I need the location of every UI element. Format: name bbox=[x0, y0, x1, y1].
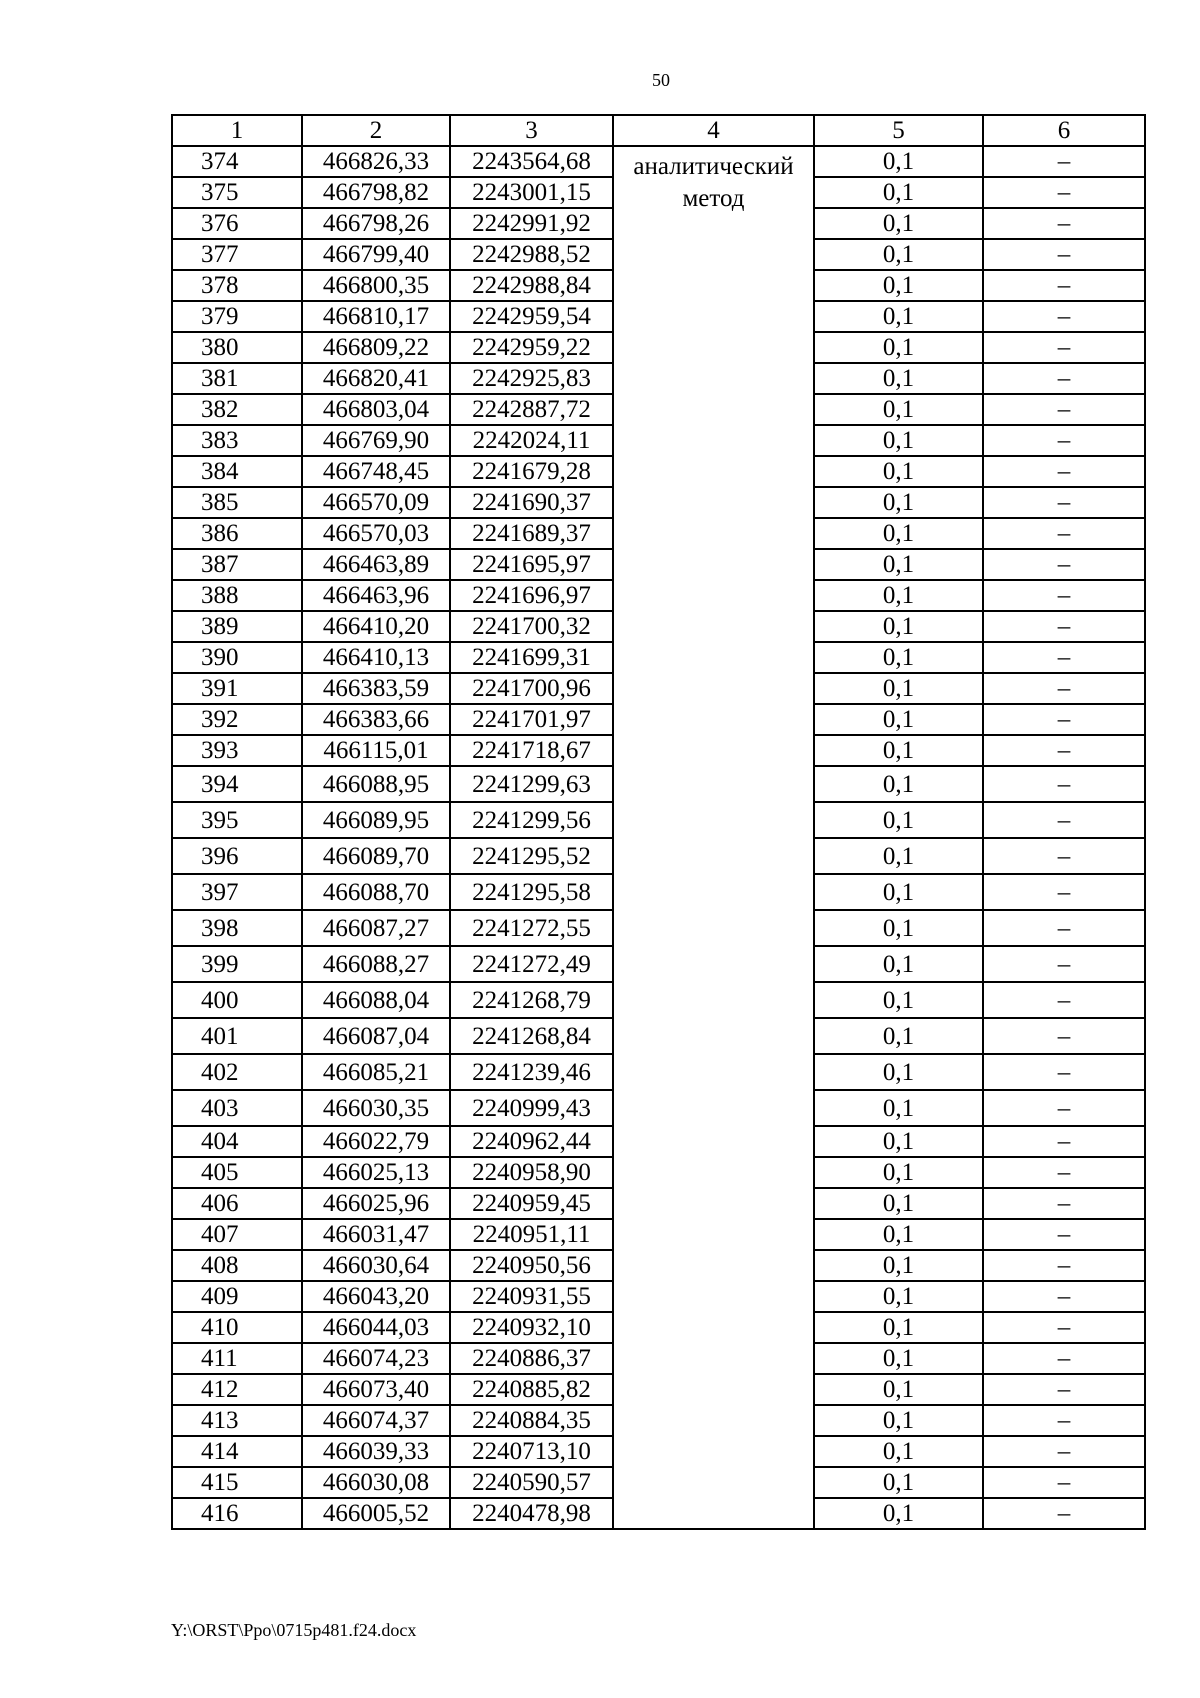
x-coordinate-cell: 466074,23 bbox=[302, 1343, 450, 1374]
col-6-cell: – bbox=[983, 456, 1145, 487]
col-6-cell: – bbox=[983, 301, 1145, 332]
x-coordinate-cell: 466087,27 bbox=[302, 910, 450, 946]
point-number-cell: 394 bbox=[172, 766, 302, 802]
col-6-cell: – bbox=[983, 1054, 1145, 1090]
point-number-cell: 409 bbox=[172, 1281, 302, 1312]
col-6-cell: – bbox=[983, 1281, 1145, 1312]
point-number-cell: 382 bbox=[172, 394, 302, 425]
header-col-5: 5 bbox=[814, 115, 983, 146]
y-coordinate-cell: 2240999,43 bbox=[450, 1090, 613, 1126]
x-coordinate-cell: 466030,08 bbox=[302, 1467, 450, 1498]
x-coordinate-cell: 466383,59 bbox=[302, 673, 450, 704]
point-number-cell: 399 bbox=[172, 946, 302, 982]
x-coordinate-cell: 466074,37 bbox=[302, 1405, 450, 1436]
y-coordinate-cell: 2240884,35 bbox=[450, 1405, 613, 1436]
col-6-cell: – bbox=[983, 549, 1145, 580]
x-coordinate-cell: 466826,33 bbox=[302, 146, 450, 177]
y-coordinate-cell: 2240932,10 bbox=[450, 1312, 613, 1343]
point-number-cell: 410 bbox=[172, 1312, 302, 1343]
point-number-cell: 379 bbox=[172, 301, 302, 332]
accuracy-cell: 0,1 bbox=[814, 239, 983, 270]
point-number-cell: 380 bbox=[172, 332, 302, 363]
col-6-cell: – bbox=[983, 802, 1145, 838]
col-6-cell: – bbox=[983, 518, 1145, 549]
point-number-cell: 390 bbox=[172, 642, 302, 673]
point-number-cell: 395 bbox=[172, 802, 302, 838]
y-coordinate-cell: 2241299,63 bbox=[450, 766, 613, 802]
accuracy-cell: 0,1 bbox=[814, 332, 983, 363]
x-coordinate-cell: 466410,13 bbox=[302, 642, 450, 673]
col-6-cell: – bbox=[983, 1312, 1145, 1343]
y-coordinate-cell: 2240713,10 bbox=[450, 1436, 613, 1467]
x-coordinate-cell: 466030,64 bbox=[302, 1250, 450, 1281]
col-6-cell: – bbox=[983, 332, 1145, 363]
x-coordinate-cell: 466089,95 bbox=[302, 802, 450, 838]
col-6-cell: – bbox=[983, 1126, 1145, 1157]
x-coordinate-cell: 466031,47 bbox=[302, 1219, 450, 1250]
point-number-cell: 404 bbox=[172, 1126, 302, 1157]
x-coordinate-cell: 466383,66 bbox=[302, 704, 450, 735]
y-coordinate-cell: 2242024,11 bbox=[450, 425, 613, 456]
accuracy-cell: 0,1 bbox=[814, 363, 983, 394]
point-number-cell: 385 bbox=[172, 487, 302, 518]
accuracy-cell: 0,1 bbox=[814, 1250, 983, 1281]
header-col-2: 2 bbox=[302, 115, 450, 146]
x-coordinate-cell: 466088,95 bbox=[302, 766, 450, 802]
col-6-cell: – bbox=[983, 910, 1145, 946]
accuracy-cell: 0,1 bbox=[814, 611, 983, 642]
x-coordinate-cell: 466088,70 bbox=[302, 874, 450, 910]
table-header-row bbox=[172, 115, 1145, 146]
x-coordinate-cell: 466025,13 bbox=[302, 1157, 450, 1188]
y-coordinate-cell: 2241700,32 bbox=[450, 611, 613, 642]
x-coordinate-cell: 466089,70 bbox=[302, 838, 450, 874]
col-6-cell: – bbox=[983, 1467, 1145, 1498]
col-6-cell: – bbox=[983, 239, 1145, 270]
col-6-cell: – bbox=[983, 838, 1145, 874]
accuracy-cell: 0,1 bbox=[814, 549, 983, 580]
col-6-cell: – bbox=[983, 1436, 1145, 1467]
point-number-cell: 397 bbox=[172, 874, 302, 910]
y-coordinate-cell: 2241299,56 bbox=[450, 802, 613, 838]
point-number-cell: 387 bbox=[172, 549, 302, 580]
y-coordinate-cell: 2240951,11 bbox=[450, 1219, 613, 1250]
x-coordinate-cell: 466410,20 bbox=[302, 611, 450, 642]
accuracy-cell: 0,1 bbox=[814, 1343, 983, 1374]
col-6-cell: – bbox=[983, 1188, 1145, 1219]
point-number-cell: 378 bbox=[172, 270, 302, 301]
accuracy-cell: 0,1 bbox=[814, 518, 983, 549]
x-coordinate-cell: 466798,26 bbox=[302, 208, 450, 239]
x-coordinate-cell: 466748,45 bbox=[302, 456, 450, 487]
point-number-cell: 375 bbox=[172, 177, 302, 208]
accuracy-cell: 0,1 bbox=[814, 982, 983, 1018]
col-6-cell: – bbox=[983, 704, 1145, 735]
point-number-cell: 396 bbox=[172, 838, 302, 874]
point-number-cell: 403 bbox=[172, 1090, 302, 1126]
x-coordinate-cell: 466044,03 bbox=[302, 1312, 450, 1343]
x-coordinate-cell: 466809,22 bbox=[302, 332, 450, 363]
x-coordinate-cell: 466570,03 bbox=[302, 518, 450, 549]
y-coordinate-cell: 2240885,82 bbox=[450, 1374, 613, 1405]
point-number-cell: 406 bbox=[172, 1188, 302, 1219]
y-coordinate-cell: 2241701,97 bbox=[450, 704, 613, 735]
accuracy-cell: 0,1 bbox=[814, 146, 983, 177]
x-coordinate-cell: 466043,20 bbox=[302, 1281, 450, 1312]
col-6-cell: – bbox=[983, 177, 1145, 208]
point-number-cell: 391 bbox=[172, 673, 302, 704]
coordinates-table bbox=[171, 114, 1146, 1530]
y-coordinate-cell: 2241268,84 bbox=[450, 1018, 613, 1054]
col-6-cell: – bbox=[983, 1343, 1145, 1374]
y-coordinate-cell: 2241272,49 bbox=[450, 946, 613, 982]
point-number-cell: 377 bbox=[172, 239, 302, 270]
accuracy-cell: 0,1 bbox=[814, 1157, 983, 1188]
table-row bbox=[172, 146, 1145, 177]
point-number-cell: 398 bbox=[172, 910, 302, 946]
col-6-cell: – bbox=[983, 394, 1145, 425]
accuracy-cell: 0,1 bbox=[814, 1054, 983, 1090]
accuracy-cell: 0,1 bbox=[814, 487, 983, 518]
x-coordinate-cell: 466115,01 bbox=[302, 735, 450, 766]
header-col-6: 6 bbox=[983, 115, 1145, 146]
x-coordinate-cell: 466085,21 bbox=[302, 1054, 450, 1090]
point-number-cell: 400 bbox=[172, 982, 302, 1018]
accuracy-cell: 0,1 bbox=[814, 1281, 983, 1312]
col-6-cell: – bbox=[983, 487, 1145, 518]
col-6-cell: – bbox=[983, 1250, 1145, 1281]
col-6-cell: – bbox=[983, 1219, 1145, 1250]
x-coordinate-cell: 466803,04 bbox=[302, 394, 450, 425]
x-coordinate-cell: 466025,96 bbox=[302, 1188, 450, 1219]
accuracy-cell: 0,1 bbox=[814, 673, 983, 704]
col-6-cell: – bbox=[983, 1374, 1145, 1405]
accuracy-cell: 0,1 bbox=[814, 1018, 983, 1054]
point-number-cell: 411 bbox=[172, 1343, 302, 1374]
col-6-cell: – bbox=[983, 673, 1145, 704]
col-6-cell: – bbox=[983, 270, 1145, 301]
y-coordinate-cell: 2242959,22 bbox=[450, 332, 613, 363]
y-coordinate-cell: 2241690,37 bbox=[450, 487, 613, 518]
accuracy-cell: 0,1 bbox=[814, 838, 983, 874]
x-coordinate-cell: 466769,90 bbox=[302, 425, 450, 456]
y-coordinate-cell: 2242925,83 bbox=[450, 363, 613, 394]
x-coordinate-cell: 466030,35 bbox=[302, 1090, 450, 1126]
y-coordinate-cell: 2242887,72 bbox=[450, 394, 613, 425]
y-coordinate-cell: 2242991,92 bbox=[450, 208, 613, 239]
point-number-cell: 392 bbox=[172, 704, 302, 735]
y-coordinate-cell: 2243564,68 bbox=[450, 146, 613, 177]
x-coordinate-cell: 466039,33 bbox=[302, 1436, 450, 1467]
y-coordinate-cell: 2241679,28 bbox=[450, 456, 613, 487]
point-number-cell: 408 bbox=[172, 1250, 302, 1281]
point-number-cell: 402 bbox=[172, 1054, 302, 1090]
accuracy-cell: 0,1 bbox=[814, 270, 983, 301]
x-coordinate-cell: 466463,96 bbox=[302, 580, 450, 611]
point-number-cell: 388 bbox=[172, 580, 302, 611]
y-coordinate-cell: 2241718,67 bbox=[450, 735, 613, 766]
accuracy-cell: 0,1 bbox=[814, 394, 983, 425]
accuracy-cell: 0,1 bbox=[814, 642, 983, 673]
y-coordinate-cell: 2241268,79 bbox=[450, 982, 613, 1018]
y-coordinate-cell: 2240962,44 bbox=[450, 1126, 613, 1157]
y-coordinate-cell: 2240958,90 bbox=[450, 1157, 613, 1188]
point-number-cell: 381 bbox=[172, 363, 302, 394]
y-coordinate-cell: 2240886,37 bbox=[450, 1343, 613, 1374]
point-number-cell: 416 bbox=[172, 1498, 302, 1529]
point-number-cell: 413 bbox=[172, 1405, 302, 1436]
y-coordinate-cell: 2241239,46 bbox=[450, 1054, 613, 1090]
accuracy-cell: 0,1 bbox=[814, 1219, 983, 1250]
accuracy-cell: 0,1 bbox=[814, 1188, 983, 1219]
col-6-cell: – bbox=[983, 425, 1145, 456]
y-coordinate-cell: 2242988,84 bbox=[450, 270, 613, 301]
accuracy-cell: 0,1 bbox=[814, 1312, 983, 1343]
accuracy-cell: 0,1 bbox=[814, 946, 983, 982]
point-number-cell: 393 bbox=[172, 735, 302, 766]
method-cell: аналитический метод bbox=[613, 146, 814, 1529]
point-number-cell: 374 bbox=[172, 146, 302, 177]
accuracy-cell: 0,1 bbox=[814, 802, 983, 838]
accuracy-cell: 0,1 bbox=[814, 704, 983, 735]
y-coordinate-cell: 2242988,52 bbox=[450, 239, 613, 270]
header-col-1: 1 bbox=[172, 115, 302, 146]
point-number-cell: 414 bbox=[172, 1436, 302, 1467]
col-6-cell: – bbox=[983, 580, 1145, 611]
x-coordinate-cell: 466005,52 bbox=[302, 1498, 450, 1529]
accuracy-cell: 0,1 bbox=[814, 301, 983, 332]
accuracy-cell: 0,1 bbox=[814, 208, 983, 239]
y-coordinate-cell: 2240590,57 bbox=[450, 1467, 613, 1498]
col-6-cell: – bbox=[983, 363, 1145, 394]
x-coordinate-cell: 466810,17 bbox=[302, 301, 450, 332]
point-number-cell: 401 bbox=[172, 1018, 302, 1054]
footer-file-path: Y:\ORST\Ppo\0715p481.f24.docx bbox=[171, 1620, 417, 1640]
header-col-4: 4 bbox=[613, 115, 814, 146]
point-number-cell: 405 bbox=[172, 1157, 302, 1188]
y-coordinate-cell: 2241272,55 bbox=[450, 910, 613, 946]
y-coordinate-cell: 2241695,97 bbox=[450, 549, 613, 580]
x-coordinate-cell: 466087,04 bbox=[302, 1018, 450, 1054]
x-coordinate-cell: 466798,82 bbox=[302, 177, 450, 208]
x-coordinate-cell: 466073,40 bbox=[302, 1374, 450, 1405]
y-coordinate-cell: 2241295,52 bbox=[450, 838, 613, 874]
col-6-cell: – bbox=[983, 946, 1145, 982]
point-number-cell: 407 bbox=[172, 1219, 302, 1250]
y-coordinate-cell: 2241295,58 bbox=[450, 874, 613, 910]
x-coordinate-cell: 466463,89 bbox=[302, 549, 450, 580]
accuracy-cell: 0,1 bbox=[814, 1090, 983, 1126]
accuracy-cell: 0,1 bbox=[814, 735, 983, 766]
col-6-cell: – bbox=[983, 642, 1145, 673]
accuracy-cell: 0,1 bbox=[814, 1405, 983, 1436]
y-coordinate-cell: 2240959,45 bbox=[450, 1188, 613, 1219]
accuracy-cell: 0,1 bbox=[814, 580, 983, 611]
accuracy-cell: 0,1 bbox=[814, 177, 983, 208]
x-coordinate-cell: 466088,27 bbox=[302, 946, 450, 982]
x-coordinate-cell: 466088,04 bbox=[302, 982, 450, 1018]
point-number-cell: 415 bbox=[172, 1467, 302, 1498]
col-6-cell: – bbox=[983, 766, 1145, 802]
col-6-cell: – bbox=[983, 735, 1145, 766]
col-6-cell: – bbox=[983, 1157, 1145, 1188]
x-coordinate-cell: 466800,35 bbox=[302, 270, 450, 301]
x-coordinate-cell: 466799,40 bbox=[302, 239, 450, 270]
col-6-cell: – bbox=[983, 1090, 1145, 1126]
accuracy-cell: 0,1 bbox=[814, 910, 983, 946]
y-coordinate-cell: 2241689,37 bbox=[450, 518, 613, 549]
accuracy-cell: 0,1 bbox=[814, 874, 983, 910]
header-col-3: 3 bbox=[450, 115, 613, 146]
col-6-cell: – bbox=[983, 1018, 1145, 1054]
y-coordinate-cell: 2241696,97 bbox=[450, 580, 613, 611]
col-6-cell: – bbox=[983, 208, 1145, 239]
point-number-cell: 384 bbox=[172, 456, 302, 487]
x-coordinate-cell: 466820,41 bbox=[302, 363, 450, 394]
y-coordinate-cell: 2240931,55 bbox=[450, 1281, 613, 1312]
point-number-cell: 412 bbox=[172, 1374, 302, 1405]
y-coordinate-cell: 2243001,15 bbox=[450, 177, 613, 208]
x-coordinate-cell: 466570,09 bbox=[302, 487, 450, 518]
col-6-cell: – bbox=[983, 146, 1145, 177]
accuracy-cell: 0,1 bbox=[814, 766, 983, 802]
accuracy-cell: 0,1 bbox=[814, 1467, 983, 1498]
col-6-cell: – bbox=[983, 982, 1145, 1018]
point-number-cell: 383 bbox=[172, 425, 302, 456]
y-coordinate-cell: 2240478,98 bbox=[450, 1498, 613, 1529]
accuracy-cell: 0,1 bbox=[814, 1498, 983, 1529]
accuracy-cell: 0,1 bbox=[814, 456, 983, 487]
col-6-cell: – bbox=[983, 874, 1145, 910]
col-6-cell: – bbox=[983, 1405, 1145, 1436]
x-coordinate-cell: 466022,79 bbox=[302, 1126, 450, 1157]
col-6-cell: – bbox=[983, 1498, 1145, 1529]
table-body bbox=[172, 146, 1145, 1529]
page-number: 50 bbox=[652, 70, 670, 90]
accuracy-cell: 0,1 bbox=[814, 1436, 983, 1467]
accuracy-cell: 0,1 bbox=[814, 1126, 983, 1157]
accuracy-cell: 0,1 bbox=[814, 1374, 983, 1405]
accuracy-cell: 0,1 bbox=[814, 425, 983, 456]
point-number-cell: 386 bbox=[172, 518, 302, 549]
point-number-cell: 376 bbox=[172, 208, 302, 239]
y-coordinate-cell: 2241699,31 bbox=[450, 642, 613, 673]
col-6-cell: – bbox=[983, 611, 1145, 642]
y-coordinate-cell: 2242959,54 bbox=[450, 301, 613, 332]
y-coordinate-cell: 2240950,56 bbox=[450, 1250, 613, 1281]
point-number-cell: 389 bbox=[172, 611, 302, 642]
y-coordinate-cell: 2241700,96 bbox=[450, 673, 613, 704]
